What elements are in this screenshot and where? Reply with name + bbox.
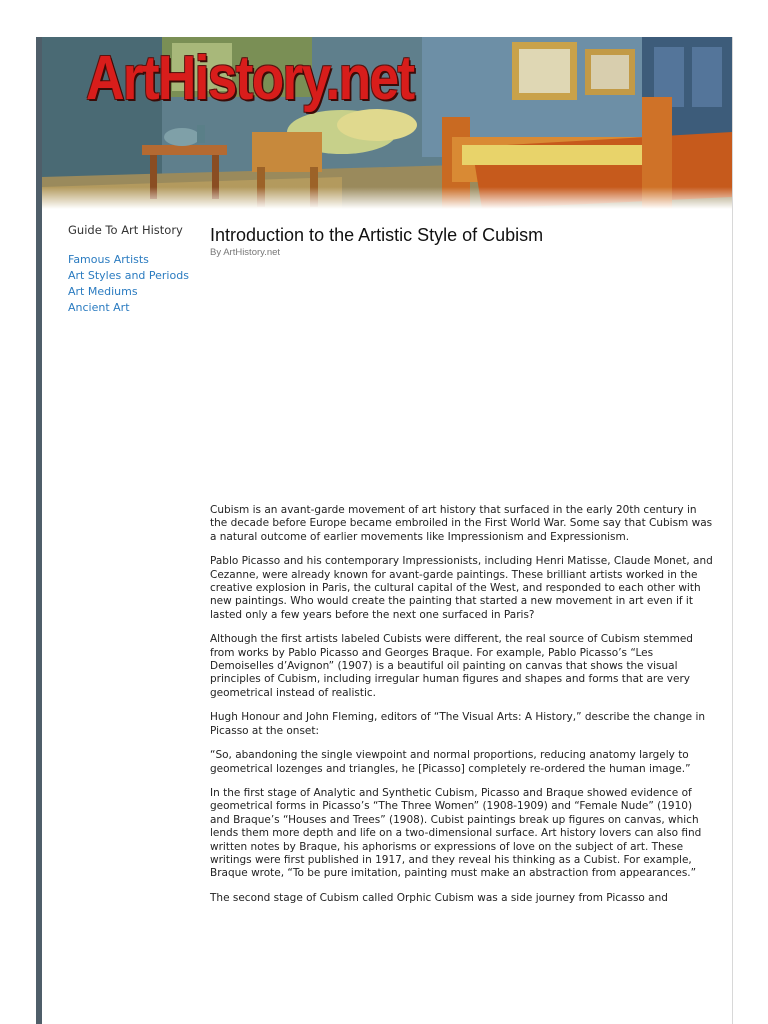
ad-placeholder xyxy=(210,259,715,504)
article xyxy=(210,223,715,916)
article-paragraph: In the first stage of Analytic and Synthetic Cubism, Picasso and Braque showed evidence of geometrical forms in Picasso’s “The Three Women” (1908-1909) and “Female Nude” (1910) and Braque’s “Houses and Trees” (1908). Cubist paintings break up figures on canvas, which lends them more depth and life on a two-dimensional surface. Art history lovers can also find written notes by Braque, his aphorisms or expressions of love on the subject of art. These writings were first published in 1917, and they reveal his thinking as a Cubist. For example, Braque wrote, “To be pure imitation, painting must make an abstraction from appearances.” xyxy=(210,786,702,880)
article-title: Introduction to the Artistic Style of Cubism xyxy=(210,225,544,245)
sidebar-link-art-styles-and-periods[interactable]: Art Styles and Periods xyxy=(68,269,189,282)
article-paragraph: Pablo Picasso and his contemporary Impressionists, including Henri Matisse, Claude Monet, and Cezanne, were already known for avant-garde paintings. These brilliant artists worked in the creative explosion in Paris, the cultural capital of the West, and responded to each other with new paintings. Who would create the painting that started a new movement in art even if it lasted only a few years before the next one surfaced in Paris? xyxy=(210,555,713,621)
site-logo[interactable]: ArtHistory.net xyxy=(86,44,414,113)
article-body xyxy=(210,504,715,905)
sidebar-link-art-mediums[interactable]: Art Mediums xyxy=(68,285,138,298)
page-container xyxy=(36,37,733,1024)
sidebar-heading: Guide To Art History xyxy=(68,223,183,237)
article-paragraph: The second stage of Cubism called Orphic Cubism was a side journey from Picasso and xyxy=(210,891,668,904)
sidebar-item xyxy=(68,283,208,299)
article-quote: “So, abandoning the single viewpoint and normal proportions, reducing anatomy largely to geometrical lozenges and triangles, he [Picasso] completely re-ordered the human image.” xyxy=(210,749,691,775)
sidebar-link-list xyxy=(68,251,208,315)
article-paragraph: Hugh Honour and John Fleming, editors of “The Visual Arts: A History,” describe the change in Picasso at the onset: xyxy=(210,711,706,737)
sidebar-item xyxy=(68,299,208,315)
sidebar-nav xyxy=(68,223,208,315)
site-banner xyxy=(42,37,733,209)
article-byline: By ArtHistory.net xyxy=(210,247,281,258)
article-paragraph: Although the first artists labeled Cubists were different, the real source of Cubism stemmed from works by Pablo Picasso and Georges Braque. For example, Pablo Picasso’s “Les Demoiselles d’Avignon” (1907) is a beautiful oil painting on canvas that shows the visual principles of Cubism, including irregular human figures and shapes and forms that are very geometrical instead of realistic. xyxy=(210,633,693,699)
sidebar-item xyxy=(68,267,208,283)
sidebar-item xyxy=(68,251,208,267)
sidebar-link-famous-artists[interactable]: Famous Artists xyxy=(68,253,149,266)
sidebar-link-ancient-art[interactable]: Ancient Art xyxy=(68,301,130,314)
article-paragraph: Cubism is an avant-garde movement of art history that surfaced in the early 20th century in the decade before Europe became embroiled in the First World War. Some say that Cubism was a natural outcome of earlier movements like Impressionism and Expressionism. xyxy=(210,504,713,543)
